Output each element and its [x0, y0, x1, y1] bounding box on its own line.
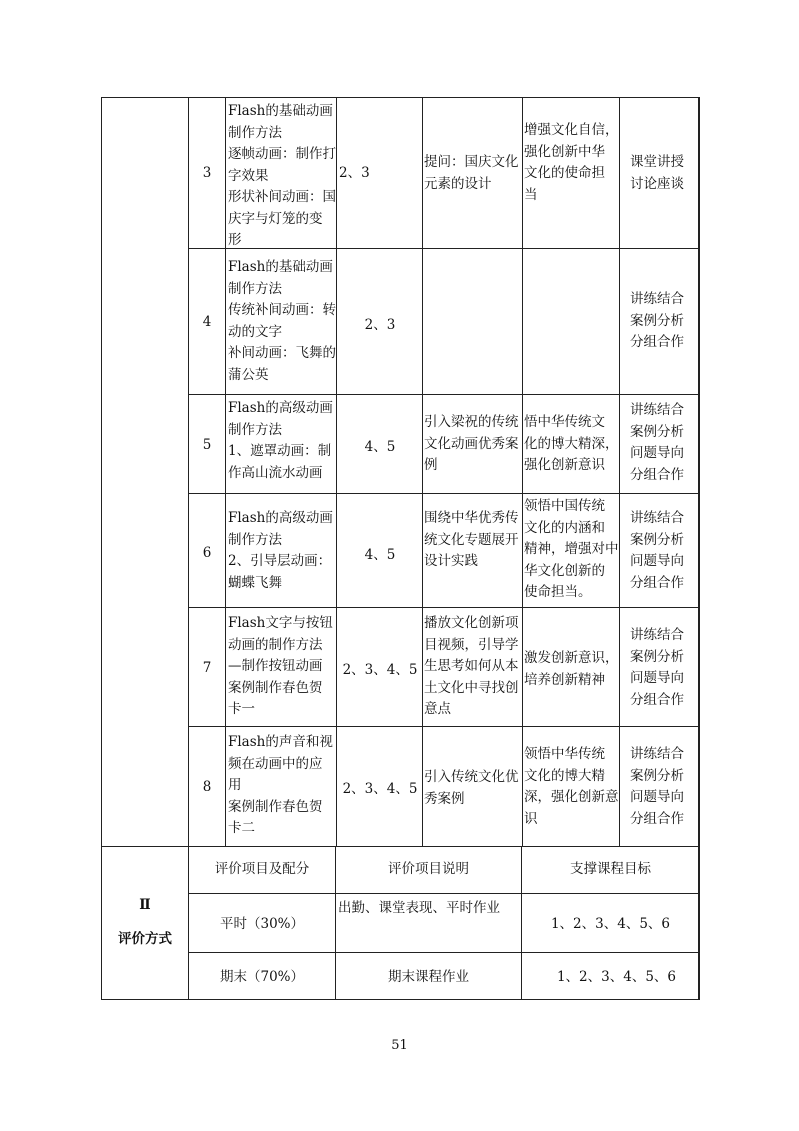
- evaluation-row: [188, 952, 699, 1000]
- evaluation-header-row: [188, 846, 699, 894]
- ideology-cell: [422, 493, 523, 608]
- ideology-cell: [422, 97, 523, 249]
- goal-text: 领悟中华传统 文化的博大精 深，强化创新意 识: [524, 746, 619, 827]
- ideology-text: 引入梁祝的传统 文化动画优秀案 例: [424, 414, 519, 473]
- eval-goal: 1、2、3、4、5、6: [556, 969, 677, 985]
- goal-cell: [522, 726, 620, 847]
- objectives-cell: [336, 493, 423, 608]
- eval-header-desc: 评价项目说明: [388, 861, 469, 877]
- lesson-number: 3: [202, 165, 212, 181]
- no-cell: [188, 607, 226, 727]
- objectives-text: 2、3、4、5: [342, 662, 418, 678]
- eval-desc-cell: [335, 893, 522, 953]
- evaluation-section-title: 评价方式: [118, 931, 172, 947]
- lesson-content: Flash的高级动画 制作方法 1、遮罩动画：制 作高山流水动画: [228, 400, 333, 481]
- ideology-text: 播放文化创新项 目视频，引导学 生思考如何从本 土文化中寻找创 意点: [424, 615, 519, 717]
- ideology-text: 提问：国庆文化 元素的设计: [424, 154, 519, 192]
- no-cell: [188, 493, 226, 608]
- eval-goal-cell: [521, 952, 700, 1000]
- ideology-cell: [422, 607, 523, 727]
- goal-cell: [522, 493, 620, 608]
- table-row-5: [188, 394, 699, 494]
- eval-goal: 1、2、3、4、5、6: [550, 916, 671, 932]
- method-text: 讲练结合 案例分析 问题导向 分组合作: [630, 627, 684, 708]
- objectives-text: 4、5: [364, 547, 396, 563]
- lesson-number: 6: [202, 545, 212, 561]
- method-text: 讲练结合 案例分析 分组合作: [630, 291, 684, 350]
- objectives-cell: [336, 726, 423, 847]
- eval-header-goal: 支撑课程目标: [570, 861, 651, 877]
- table-row-8: [188, 726, 699, 847]
- eval-header-item-cell: [188, 846, 336, 894]
- content-cell: [225, 394, 337, 494]
- eval-item: 期末（70%）: [219, 969, 304, 985]
- ideology-cell: [422, 394, 523, 494]
- eval-item-cell: [188, 893, 336, 953]
- eval-item-cell: [188, 952, 336, 1000]
- objectives-cell: [336, 607, 423, 727]
- ideology-cell: [422, 726, 523, 847]
- content-cell: [225, 493, 337, 608]
- method-text: 讲练结合 案例分析 问题导向 分组合作: [630, 402, 684, 483]
- lesson-number: 5: [202, 437, 212, 453]
- goal-cell: [522, 394, 620, 494]
- eval-desc: 出勤、课堂表现、平时作业: [338, 900, 500, 916]
- objectives-cell: [336, 394, 423, 494]
- method-cell: [619, 97, 700, 249]
- method-cell: [619, 607, 700, 727]
- eval-desc-cell: [335, 952, 522, 1000]
- eval-header-goal-cell: [521, 846, 700, 894]
- objectives-text: 2、3: [339, 165, 370, 181]
- method-text: 讲练结合 案例分析 问题导向 分组合作: [630, 510, 684, 591]
- objectives-cell: [336, 97, 423, 249]
- content-cell: [225, 248, 337, 395]
- evaluation-row: [188, 893, 699, 953]
- no-cell: [188, 97, 226, 249]
- no-cell: [188, 248, 226, 395]
- ideology-text: 围绕中华优秀传 统文化专题展开 设计实践: [424, 510, 519, 569]
- goal-cell: [522, 97, 620, 249]
- lesson-number: 4: [202, 314, 212, 330]
- eval-goal-cell: [521, 893, 700, 953]
- table-row-3: [188, 97, 699, 249]
- evaluation-section-number: Ⅱ: [139, 897, 151, 913]
- ideology-text: 引入传统文化优 秀案例: [424, 769, 519, 807]
- goal-cell: [522, 607, 620, 727]
- table-row-7: [188, 607, 699, 727]
- table-row-4: [188, 248, 699, 395]
- objectives-text: 4、5: [364, 439, 396, 455]
- page-number: 51: [391, 1038, 408, 1053]
- lesson-number: 8: [202, 779, 212, 795]
- table-row-6: [188, 493, 699, 608]
- goal-cell: [522, 248, 620, 395]
- lesson-content: Flash的基础动画 制作方法 逐帧动画：制作打 字效果 形状补间动画：国 庆字与灯笼的变 形: [228, 103, 336, 248]
- no-cell: [188, 726, 226, 847]
- eval-header-desc-cell: [335, 846, 522, 894]
- objectives-cell: [336, 248, 423, 395]
- lesson-content: Flash文字与按钮 动画的制作方法 —制作按钮动画 案例制作春色贺 卡一: [228, 615, 333, 717]
- content-cell: [225, 97, 337, 249]
- content-cell: [225, 607, 337, 727]
- goal-text: 增强文化自信， 强化创新中华 文化的使命担 当: [524, 122, 619, 203]
- eval-desc: 期末课程作业: [388, 969, 469, 985]
- left-blank-cell: [101, 97, 189, 847]
- content-cell: [225, 726, 337, 847]
- method-cell: [619, 394, 700, 494]
- evaluation-label-cell: [101, 846, 189, 1000]
- goal-text: 悟中华传统文 化的博大精深， 强化创新意识: [524, 414, 619, 473]
- goal-text: 激发创新意识， 培养创新精神: [524, 650, 619, 688]
- goal-text: 领悟中国传统 文化的内涵和 精神，增强对中 华文化创新的 使命担当。: [524, 498, 619, 600]
- lesson-content: Flash的声音和视 频在动画中的应 用 案例制作春色贺 卡二: [228, 734, 333, 836]
- eval-header-item: 评价项目及配分: [214, 861, 310, 877]
- method-cell: [619, 248, 700, 395]
- lesson-content: Flash的高级动画 制作方法 2、引导层动画： 蝴蝶飞舞: [228, 510, 333, 591]
- method-text: 讲练结合 案例分析 问题导向 分组合作: [630, 746, 684, 827]
- method-text: 课堂讲授 讨论座谈: [630, 154, 684, 192]
- objectives-text: 2、3: [364, 317, 396, 333]
- method-cell: [619, 493, 700, 608]
- eval-item: 平时（30%）: [219, 916, 304, 932]
- method-cell: [619, 726, 700, 847]
- ideology-cell: [422, 248, 523, 395]
- lesson-number: 7: [202, 660, 212, 676]
- objectives-text: 2、3、4、5: [342, 781, 418, 797]
- lesson-content: Flash的基础动画 制作方法 传统补间动画：转 动的文字 补间动画：飞舞的 蒲公英: [228, 259, 336, 383]
- no-cell: [188, 394, 226, 494]
